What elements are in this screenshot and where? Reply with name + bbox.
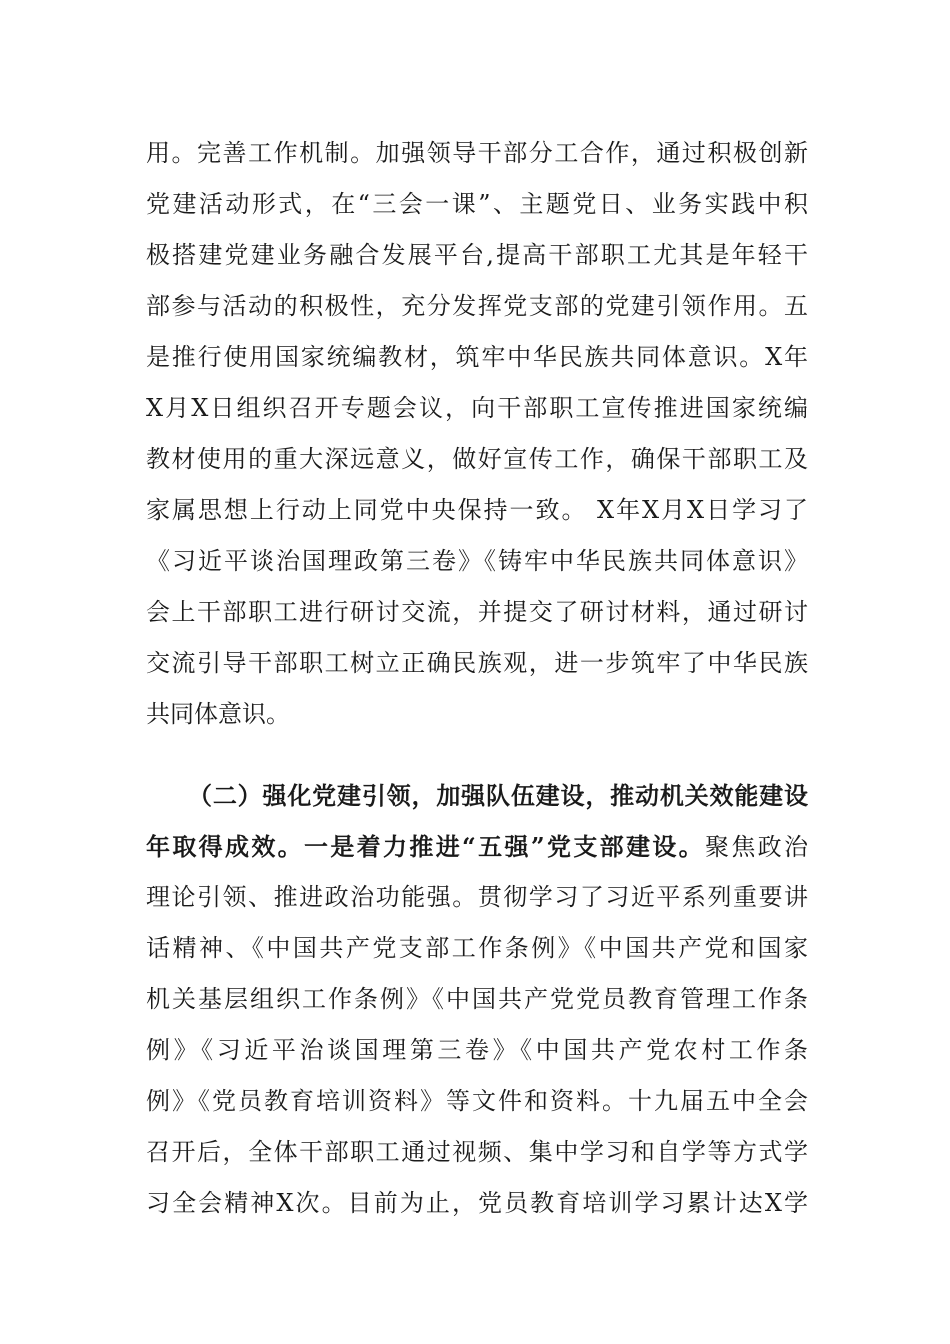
text-line: 家属思想上行动上同党中央保持一致。 X年X月X日学习了 [146, 496, 808, 524]
text-line: X月X日组织召开专题会议，向干部职工宣传推进国家统编 [146, 394, 808, 422]
text-line: 机关基层组织工作条例》《中国共产党党员教育管理工作条 [146, 985, 808, 1013]
text-line: 教材使用的重大深远意义，做好宣传工作，确保干部职工及 [146, 445, 808, 473]
section-heading-line: （二）强化党建引领，加强队伍建设，推动机关效能建设 [188, 781, 808, 810]
text-line: 极搭建党建业务融合发展平台,提高干部职工尤其是年轻干 [146, 241, 808, 269]
text-line: 是推行使用国家统编教材，筑牢中华民族共同体意识。X年 [146, 343, 808, 371]
text-line: 话精神、《中国共产党支部工作条例》《中国共产党和国家 [146, 934, 808, 962]
paragraph-spacing [146, 740, 808, 770]
text-line: 例》《党员教育培训资料》等文件和资料。十九届五中全会 [146, 1087, 808, 1115]
text-line: 部参与活动的积极性，充分发挥党支部的党建引领作用。五 [146, 292, 808, 320]
document-body [146, 128, 808, 1229]
text-line: 共同体意识。 [146, 700, 290, 728]
paragraph-2 [146, 770, 808, 1229]
text-line: 党建活动形式，在“三会一课”、主题党日、业务实践中积 [146, 190, 808, 218]
text-segment: 聚焦政治 [705, 833, 809, 861]
paragraph-1 [146, 128, 808, 740]
text-line: 交流引导干部职工树立正确民族观，进一步筑牢了中华民族 [146, 649, 808, 677]
text-line: 例》《习近平治谈国理第三卷》《中国共产党农村工作条 [146, 1036, 808, 1064]
text-line: 召开后，全体干部职工通过视频、集中学习和自学等方式学 [146, 1138, 808, 1166]
text-line: 《习近平谈治国理政第三卷》《铸牢中华民族共同体意识》 [146, 547, 808, 575]
text-line [146, 821, 808, 872]
text-line: 习全会精神X次。目前为止，党员教育培训学习累计达X学 [146, 1189, 808, 1217]
text-line: 理论引领、推进政治功能强。贯彻学习了习近平系列重要讲 [146, 883, 808, 911]
text-line: 用。完善工作机制。加强领导干部分工合作，通过积极创新 [146, 139, 808, 167]
section-heading-continuation: 年取得成效。一是着力推进“五强”党支部建设。 [146, 832, 705, 861]
text-line: 会上干部职工进行研讨交流，并提交了研讨材料，通过研讨 [146, 598, 808, 626]
